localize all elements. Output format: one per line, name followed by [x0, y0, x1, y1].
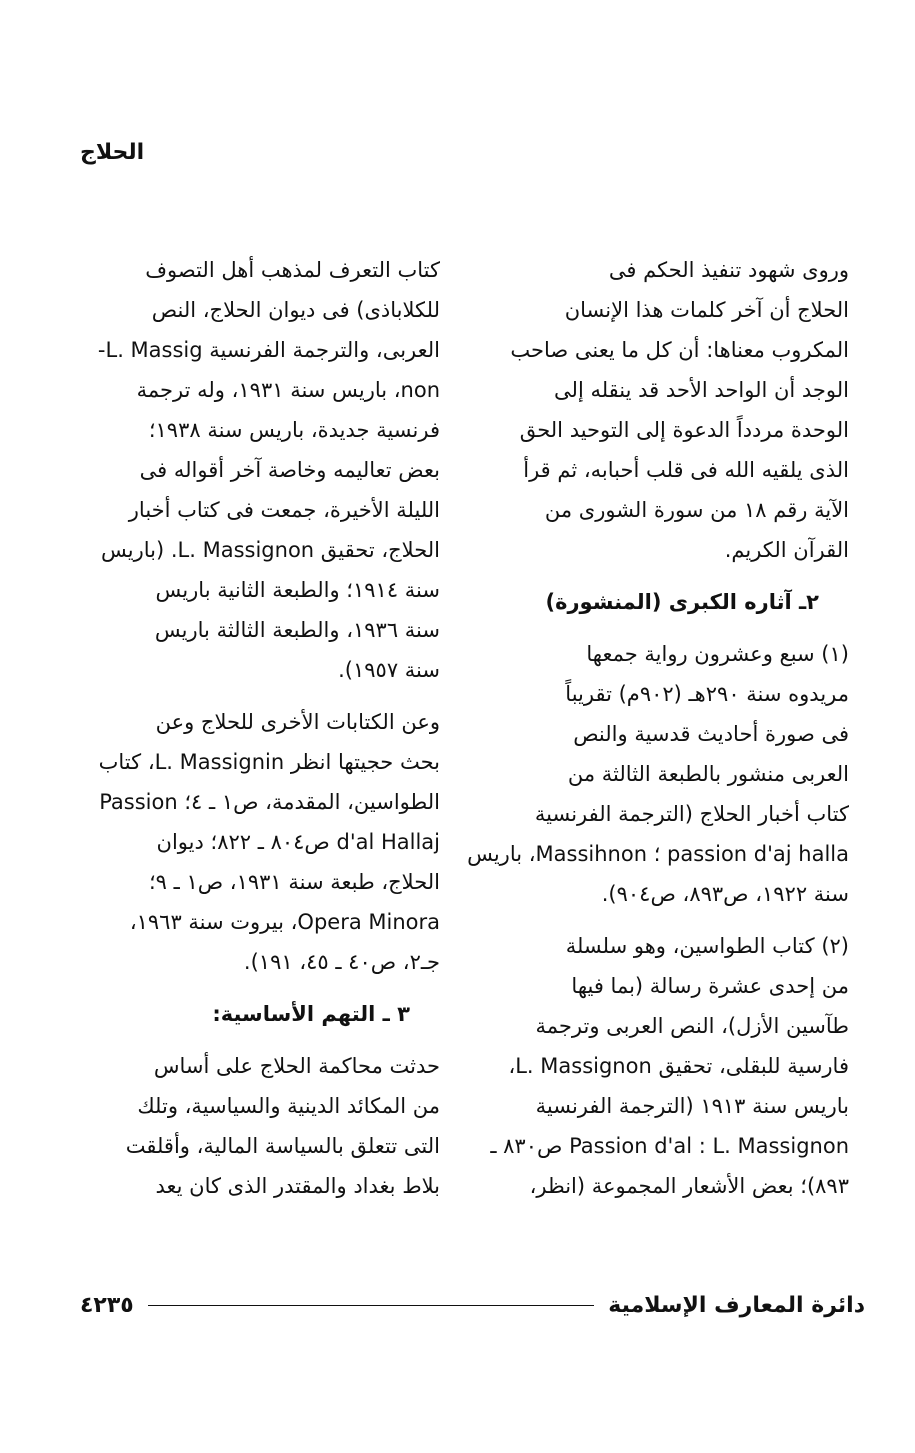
text-line: الحلاج، تحقيق L. Massignon. (باريس [101, 538, 440, 562]
text-line: سنة ١٩٢٢، ص٨٩٣، ص٩٠٤). [601, 882, 849, 906]
text-line: سنة ١٩٣٦، والطبعة الثالثة باريس [154, 618, 440, 642]
paragraph [490, 926, 849, 1206]
text-line: d'al Hallaj ص٨٠٤ ـ ٨٢٢؛ ديوان [156, 830, 440, 854]
paragraph [84, 1046, 440, 1206]
text-line: المكروب معناها: أن كل ما يعنى صاحب [510, 338, 849, 362]
text-line: Passion d'al : L. Massignon ص٨٣٠ ـ [490, 1134, 849, 1158]
left-column [84, 250, 440, 1218]
text-line: بلاط بغداد والمقتدر الذى كان يعد [155, 1174, 440, 1198]
paragraph [493, 250, 849, 570]
footer-rule [148, 1305, 595, 1306]
text-line: الحلاج، طبعة سنة ١٩٣١، ص١ ـ ٩؛ [148, 870, 440, 894]
running-header: الحلاج [80, 140, 145, 165]
text-line: للكلاباذى) فى ديوان الحلاج، النص [151, 298, 440, 322]
section-heading: ٣ ـ التهم الأساسية: [212, 1002, 410, 1026]
text-line: العربى منشور بالطبعة الثالثة من [567, 762, 849, 786]
text-line: حدثت محاكمة الحلاج على أساس [153, 1054, 440, 1078]
text-line: وروى شهود تنفيذ الحكم فى [608, 258, 849, 282]
text-line: فى صورة أحاديث قدسية والنص [573, 722, 849, 746]
page-footer [80, 1290, 865, 1320]
text-line: (٢) كتاب الطواسين، وهو سلسلة [565, 934, 849, 958]
text-line: كتاب أخبار الحلاج (الترجمة الفرنسية [534, 802, 849, 826]
text-line: الحلاج أن آخر كلمات هذا الإنسان [564, 298, 849, 322]
text-line: من إحدى عشرة رسالة (بما فيها [571, 974, 849, 998]
text-line: الطواسين، المقدمة، ص١ ـ ٤؛ Passion [99, 790, 440, 814]
text-line: التى تتعلق بالسياسة المالية، وأقلقت [125, 1134, 440, 1158]
text-line: بعض تعاليمه وخاصة آخر أقواله فى [139, 458, 440, 482]
text-line: ٨٩٣)؛ بعض الأشعار المجموعة (انظر، [529, 1174, 849, 1198]
page-number: ٤٢٣٥ [80, 1292, 134, 1318]
text-line: Opera Minora، بيروت سنة ١٩٦٣، [129, 910, 440, 934]
text-line: non، باريس سنة ١٩٣١، وله ترجمة [136, 378, 440, 402]
text-line: الليلة الأخيرة، جمعت فى كتاب أخبار [128, 498, 440, 522]
paragraph [84, 702, 440, 982]
text-line: الوحدة مردداً الدعوة إلى التوحيد الحق [519, 418, 849, 442]
paragraph [467, 634, 849, 914]
text-line: فارسية للبقلى، تحقيق L. Massignon، [508, 1054, 849, 1078]
right-column [467, 250, 849, 1218]
text-line: جـ٢، ص٤٠ ـ ٤٥، ١٩١). [243, 950, 440, 974]
text-line: (١) سبع وعشرون رواية جمعها [586, 642, 849, 666]
text-line: سنة ١٩١٤؛ والطبعة الثانية باريس [155, 578, 440, 602]
text-line: الذى يلقيه الله فى قلب أحبابه، ثم قرأ [523, 458, 849, 482]
text-line: مريدوه سنة ٢٩٠هـ (٩٠٢م) تقريباً [565, 682, 849, 706]
text-line: الوجد أن الواحد الأحد قد ينقله إلى [554, 378, 849, 402]
text-line: طآسين الأزل)، النص العربى وترجمة [535, 1014, 849, 1038]
text-line: passion d'aj halla ؛ Massihnon، باريس [467, 842, 849, 866]
text-line: العربى، والترجمة الفرنسية L. Massig- [97, 338, 440, 362]
footer-title: دائرة المعارف الإسلامية [608, 1292, 865, 1318]
text-line: القرآن الكريم. [724, 538, 849, 562]
text-line: باريس سنة ١٩١٣ (الترجمة الفرنسية [535, 1094, 849, 1118]
section-heading: ٢ـ آثاره الكبرى (المنشورة) [545, 590, 819, 614]
text-line: الآية رقم ١٨ من سورة الشورى من [544, 498, 849, 522]
text-line: وعن الكتابات الأخرى للحلاج وعن [155, 710, 440, 734]
text-line: فرنسية جديدة، باريس سنة ١٩٣٨؛ [148, 418, 440, 442]
text-line: بحث حجيتها انظر L. Massignin، كتاب [98, 750, 440, 774]
text-line: كتاب التعرف لمذهب أهل التصوف [145, 258, 440, 282]
text-line: من المكائد الدينية والسياسية، وتلك [137, 1094, 440, 1118]
text-line: سنة ١٩٥٧). [338, 658, 440, 682]
paragraph [84, 250, 440, 690]
